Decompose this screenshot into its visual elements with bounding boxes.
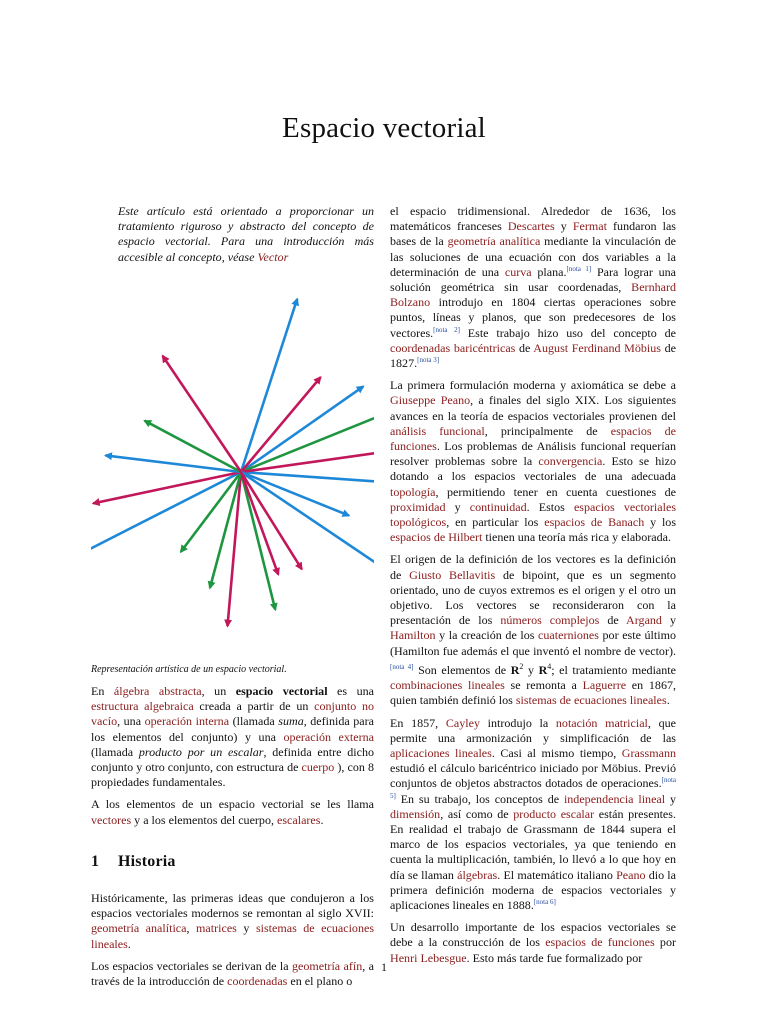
link-coordenadas[interactable]: coordenadas (227, 974, 288, 989)
text: de bipoint, que es un segmento orientado, uno de cuyos extremos es el origen y el otro un objetivo. Los vectores se reconsideraron con la presentación de los (390, 567, 676, 628)
paragraph (390, 920, 676, 966)
text: . Casi al mismo tiempo, (491, 745, 622, 760)
text: , principalmente de (484, 423, 611, 438)
text: La primera formulación moderna y axiomática se debe a (390, 378, 676, 393)
text: y a los elementos del cuerpo, (131, 812, 277, 827)
blue-arrow (241, 472, 374, 574)
text: , una (117, 714, 145, 729)
link-lebesgue[interactable]: Henri Lebesgue (390, 950, 467, 965)
blue-arrow (241, 472, 374, 484)
right-column (390, 204, 676, 973)
text: En su trabajo, los conceptos de (395, 791, 564, 806)
red-arrow (93, 472, 241, 503)
link-combinaciones-lineales[interactable]: combinaciones lineales (390, 678, 505, 693)
symbol-r: R (510, 662, 520, 677)
link-aplicaciones-lineales[interactable]: aplicaciones lineales (390, 745, 492, 760)
footnote-link[interactable]: [nota 6] (533, 897, 556, 906)
text: Los espacios vectoriales se derivan de la (91, 958, 292, 973)
text: y los (644, 515, 677, 530)
text: El origen de la definición de los vectores es la definición de (390, 552, 676, 582)
text: creada a partir de un (193, 699, 315, 714)
link-hamilton[interactable]: Hamilton (390, 628, 436, 643)
text: . Los problemas de Análisis funcional requerían resolver problemas sobre la (390, 439, 676, 469)
text: de 1827. (390, 340, 676, 371)
link-vector[interactable]: Vector (257, 249, 289, 264)
text: Son elementos de (413, 662, 511, 677)
text: y (523, 662, 539, 677)
link-sistemas-ecuaciones-lineales[interactable]: sistemas de ecuaciones lineales (515, 693, 667, 708)
link-laguerre[interactable]: Laguerre (582, 678, 627, 693)
link-escalares[interactable]: escalares (277, 812, 321, 827)
text: introdujo la (479, 715, 556, 730)
text: es una (327, 684, 374, 699)
section-heading-historia (91, 854, 374, 869)
text: dio la primera definición moderna de espacios vectoriales y aplicaciones lineales en 1888. (390, 867, 676, 912)
text: de (515, 340, 534, 355)
link-bolzano[interactable]: Bernhard Bolzano (390, 280, 676, 310)
text: estudió el cálculo baricéntrico iniciado por Möbius. Previó conjuntos de objetos abstractos dotados de operaciones. (390, 761, 676, 791)
text: . Esto se hizo dotando a los espacios vectoriales de una adecuada (390, 454, 676, 484)
link-fermat[interactable]: Fermat (572, 219, 607, 234)
link-sistemas-ecuaciones[interactable]: sistemas de ecuaciones lineales (91, 921, 375, 951)
link-espacios-vectoriales-topologicos[interactable]: espacios vectoriales topológicos (390, 499, 677, 530)
page-title: Espacio vectorial (282, 112, 486, 144)
link-peano[interactable]: Peano (616, 867, 646, 882)
link-independencia-lineal[interactable]: independencia lineal (563, 791, 666, 806)
text: están presentes. En realidad el trabajo de Grassmann de 1844 supera el marco de los espacios vectoriales, ya que teniendo en cuenta la multiplicación, también, lo llevó a lo que hoy en día se llaman (390, 806, 676, 882)
link-topologia[interactable]: topología (390, 484, 436, 499)
link-geometria-afin[interactable]: geometría afín (291, 958, 363, 973)
text: , a través de la introducción de (91, 958, 374, 989)
text: por (654, 935, 676, 950)
paragraph (91, 684, 374, 790)
link-espacios-funciones[interactable]: espacios de funciones (390, 423, 677, 454)
section-number: 1 (91, 852, 100, 870)
link-proximidad[interactable]: proximidad (390, 499, 446, 514)
link-operacion-interna[interactable]: operación interna (144, 714, 230, 729)
text: en 1867, quien también definió los (390, 678, 676, 708)
text: plana. (531, 264, 567, 279)
paragraph (91, 891, 374, 952)
footnote-link[interactable]: [nota 1] (566, 264, 592, 273)
hatnote (91, 204, 374, 265)
text: , definida entre dicho conjunto y otro conjunto, con estructura de (91, 744, 374, 775)
link-matrices[interactable]: matrices (196, 921, 237, 936)
paragraph (390, 378, 676, 545)
text: ; el tratamiento mediante (551, 662, 676, 677)
link-argand[interactable]: Argand (626, 613, 662, 628)
red-arrow (163, 356, 241, 472)
link-descartes[interactable]: Descartes (507, 219, 555, 234)
link-cuaterniones[interactable]: cuaterniones (538, 628, 599, 643)
text: En (91, 684, 114, 699)
link-cuerpo[interactable]: cuerpo (301, 760, 335, 775)
text: Para lograr una solución geométrica sin usar coordenadas, (390, 264, 676, 295)
link-producto-escalar[interactable]: producto escalar (513, 806, 595, 821)
text: (llamada (229, 714, 279, 729)
text: tienen una teoría más rica y elaborada. (482, 530, 671, 545)
text: . (127, 936, 131, 951)
link-algebra-abstracta[interactable]: álgebra abstracta (113, 684, 202, 699)
link-mobius[interactable]: August Ferdinand Möbius (533, 340, 661, 355)
text: . Esto más tarde fue formalizado por (466, 950, 643, 965)
text: , definida para los elementos del conjunto) y una (91, 714, 375, 744)
text: , un (201, 684, 236, 699)
link-cayley[interactable]: Cayley (445, 715, 480, 730)
link-continuidad[interactable]: continuidad (469, 499, 527, 514)
blue-arrow (91, 472, 241, 557)
blue-arrow (241, 299, 297, 472)
footnote-link[interactable]: [nota 4] (390, 662, 414, 671)
link-conjunto-no-vacio[interactable]: conjunto no vacío (91, 699, 374, 729)
text: Históricamente, las primeras ideas que condujeron a los espacios vectoriales modernos se remontan al siglo XVII: (91, 891, 374, 921)
green-arrow (145, 421, 241, 472)
text: . (666, 693, 670, 708)
paragraph (91, 797, 374, 827)
text: (llamada (91, 744, 139, 759)
exponent: 4 (547, 661, 552, 671)
text: mediante la vinculación de las soluciones de una ecuación con dos variables a la determinación de una (390, 234, 676, 279)
link-geometria-analitica[interactable]: geometría analítica (447, 234, 541, 249)
vector-space-figure (91, 272, 374, 662)
text: , permitiendo tener en cuenta cuestiones de (435, 484, 676, 499)
text: en el plano o (287, 974, 353, 989)
footnote-link[interactable]: [nota 2] (433, 325, 460, 334)
red-arrow (241, 449, 374, 472)
arrow-group (91, 299, 374, 626)
text: fundaron las bases de la (390, 219, 676, 249)
link-bellavitis[interactable]: Giusto Bellavitis (409, 567, 496, 582)
text: y la creación de los (435, 628, 539, 643)
figure-caption: Representación artística de un espacio vectorial. (91, 663, 287, 675)
link-operacion-externa[interactable]: operación externa (283, 729, 375, 744)
link-algebras[interactable]: álgebras (457, 867, 498, 882)
text: y (661, 613, 676, 628)
text: de (599, 613, 627, 628)
text: y (665, 791, 676, 806)
link-peano[interactable]: Giuseppe Peano (390, 393, 471, 408)
paragraph (390, 204, 676, 371)
link-espacios-banach[interactable]: espacios de Banach (544, 515, 645, 530)
text: y (554, 219, 573, 234)
term-producto-escalar: producto por un escalar (138, 744, 264, 759)
section-title: Historia (118, 852, 176, 870)
text: A los elementos de un espacio vectorial se les llama (91, 797, 374, 812)
link-grassmann[interactable]: Grassmann (621, 745, 676, 760)
text: introdujo en 1804 ciertas operaciones sobre puntos, líneas y planos, que son predecesores de los vectores. (390, 295, 676, 340)
link-dimension[interactable]: dimensión (390, 806, 441, 821)
link-convergencia[interactable]: convergencia (538, 454, 603, 469)
left-column (91, 204, 374, 996)
symbol-r: R (538, 662, 548, 677)
link-curva[interactable]: curva (504, 264, 532, 279)
paragraph (390, 716, 676, 914)
link-espacios-funciones[interactable]: espacios de funciones (545, 935, 655, 950)
text: , a finales del siglo XIX. Los siguientes avances en la teoría de espacios vectoriales provienen del (390, 393, 677, 423)
text: , así como de (440, 806, 514, 821)
link-estructura-algebraica[interactable]: estructura algebraica (91, 699, 194, 714)
link-geometria-analitica[interactable]: geometría analítica (91, 921, 187, 936)
text: . Estos (526, 499, 574, 514)
text: se remonta a (504, 678, 583, 693)
text: el espacio tridimensional. Alrededor de 1636, los matemáticos franceses (390, 204, 676, 234)
hatnote-text: Este artículo está orientado a proporcionar un tratamiento riguroso y abstracto del concepto de espacio vectorial. Para una introducción más accesible al concepto, véase (118, 204, 374, 264)
exponent: 2 (519, 661, 524, 671)
text: , que permite una armonización y simplificación de las (390, 715, 676, 745)
link-numeros-complejos[interactable]: números complejos (500, 613, 600, 628)
text: y (236, 921, 256, 936)
link-coordenadas-baricentricas[interactable]: coordenadas baricéntricas (390, 340, 516, 355)
blue-arrow (106, 455, 242, 472)
text: Un desarrollo importante de los espacios vectoriales se debe a la construcción de los (390, 920, 676, 950)
footnote-link[interactable]: [nota 5] (390, 776, 676, 800)
text: ), con 8 propiedades fundamentales. (91, 760, 374, 790)
page-number: 1 (381, 960, 387, 974)
text: por este último (Hamilton fue además el que inventó el nombre de vector). (390, 628, 676, 658)
link-vectores[interactable]: vectores (91, 812, 132, 827)
term-suma: suma (278, 714, 304, 729)
link-espacios-hilbert[interactable]: espacios de Hilbert (390, 530, 483, 545)
text: . El matemático italiano (497, 867, 617, 882)
text: , (186, 921, 197, 936)
link-analisis-funcional[interactable]: análisis funcional (390, 423, 485, 438)
link-notacion-matricial[interactable]: notación matricial (555, 715, 648, 730)
text: En 1857, (390, 715, 446, 730)
text: y (445, 499, 470, 514)
text: Este trabajo hizo uso del concepto de (459, 325, 676, 340)
term-espacio-vectorial: espacio vectorial (235, 684, 328, 699)
text: , en particular los (446, 515, 545, 530)
text: . (320, 812, 324, 827)
paragraph (390, 552, 676, 708)
footnote-link[interactable]: [nota 3] (417, 356, 440, 365)
